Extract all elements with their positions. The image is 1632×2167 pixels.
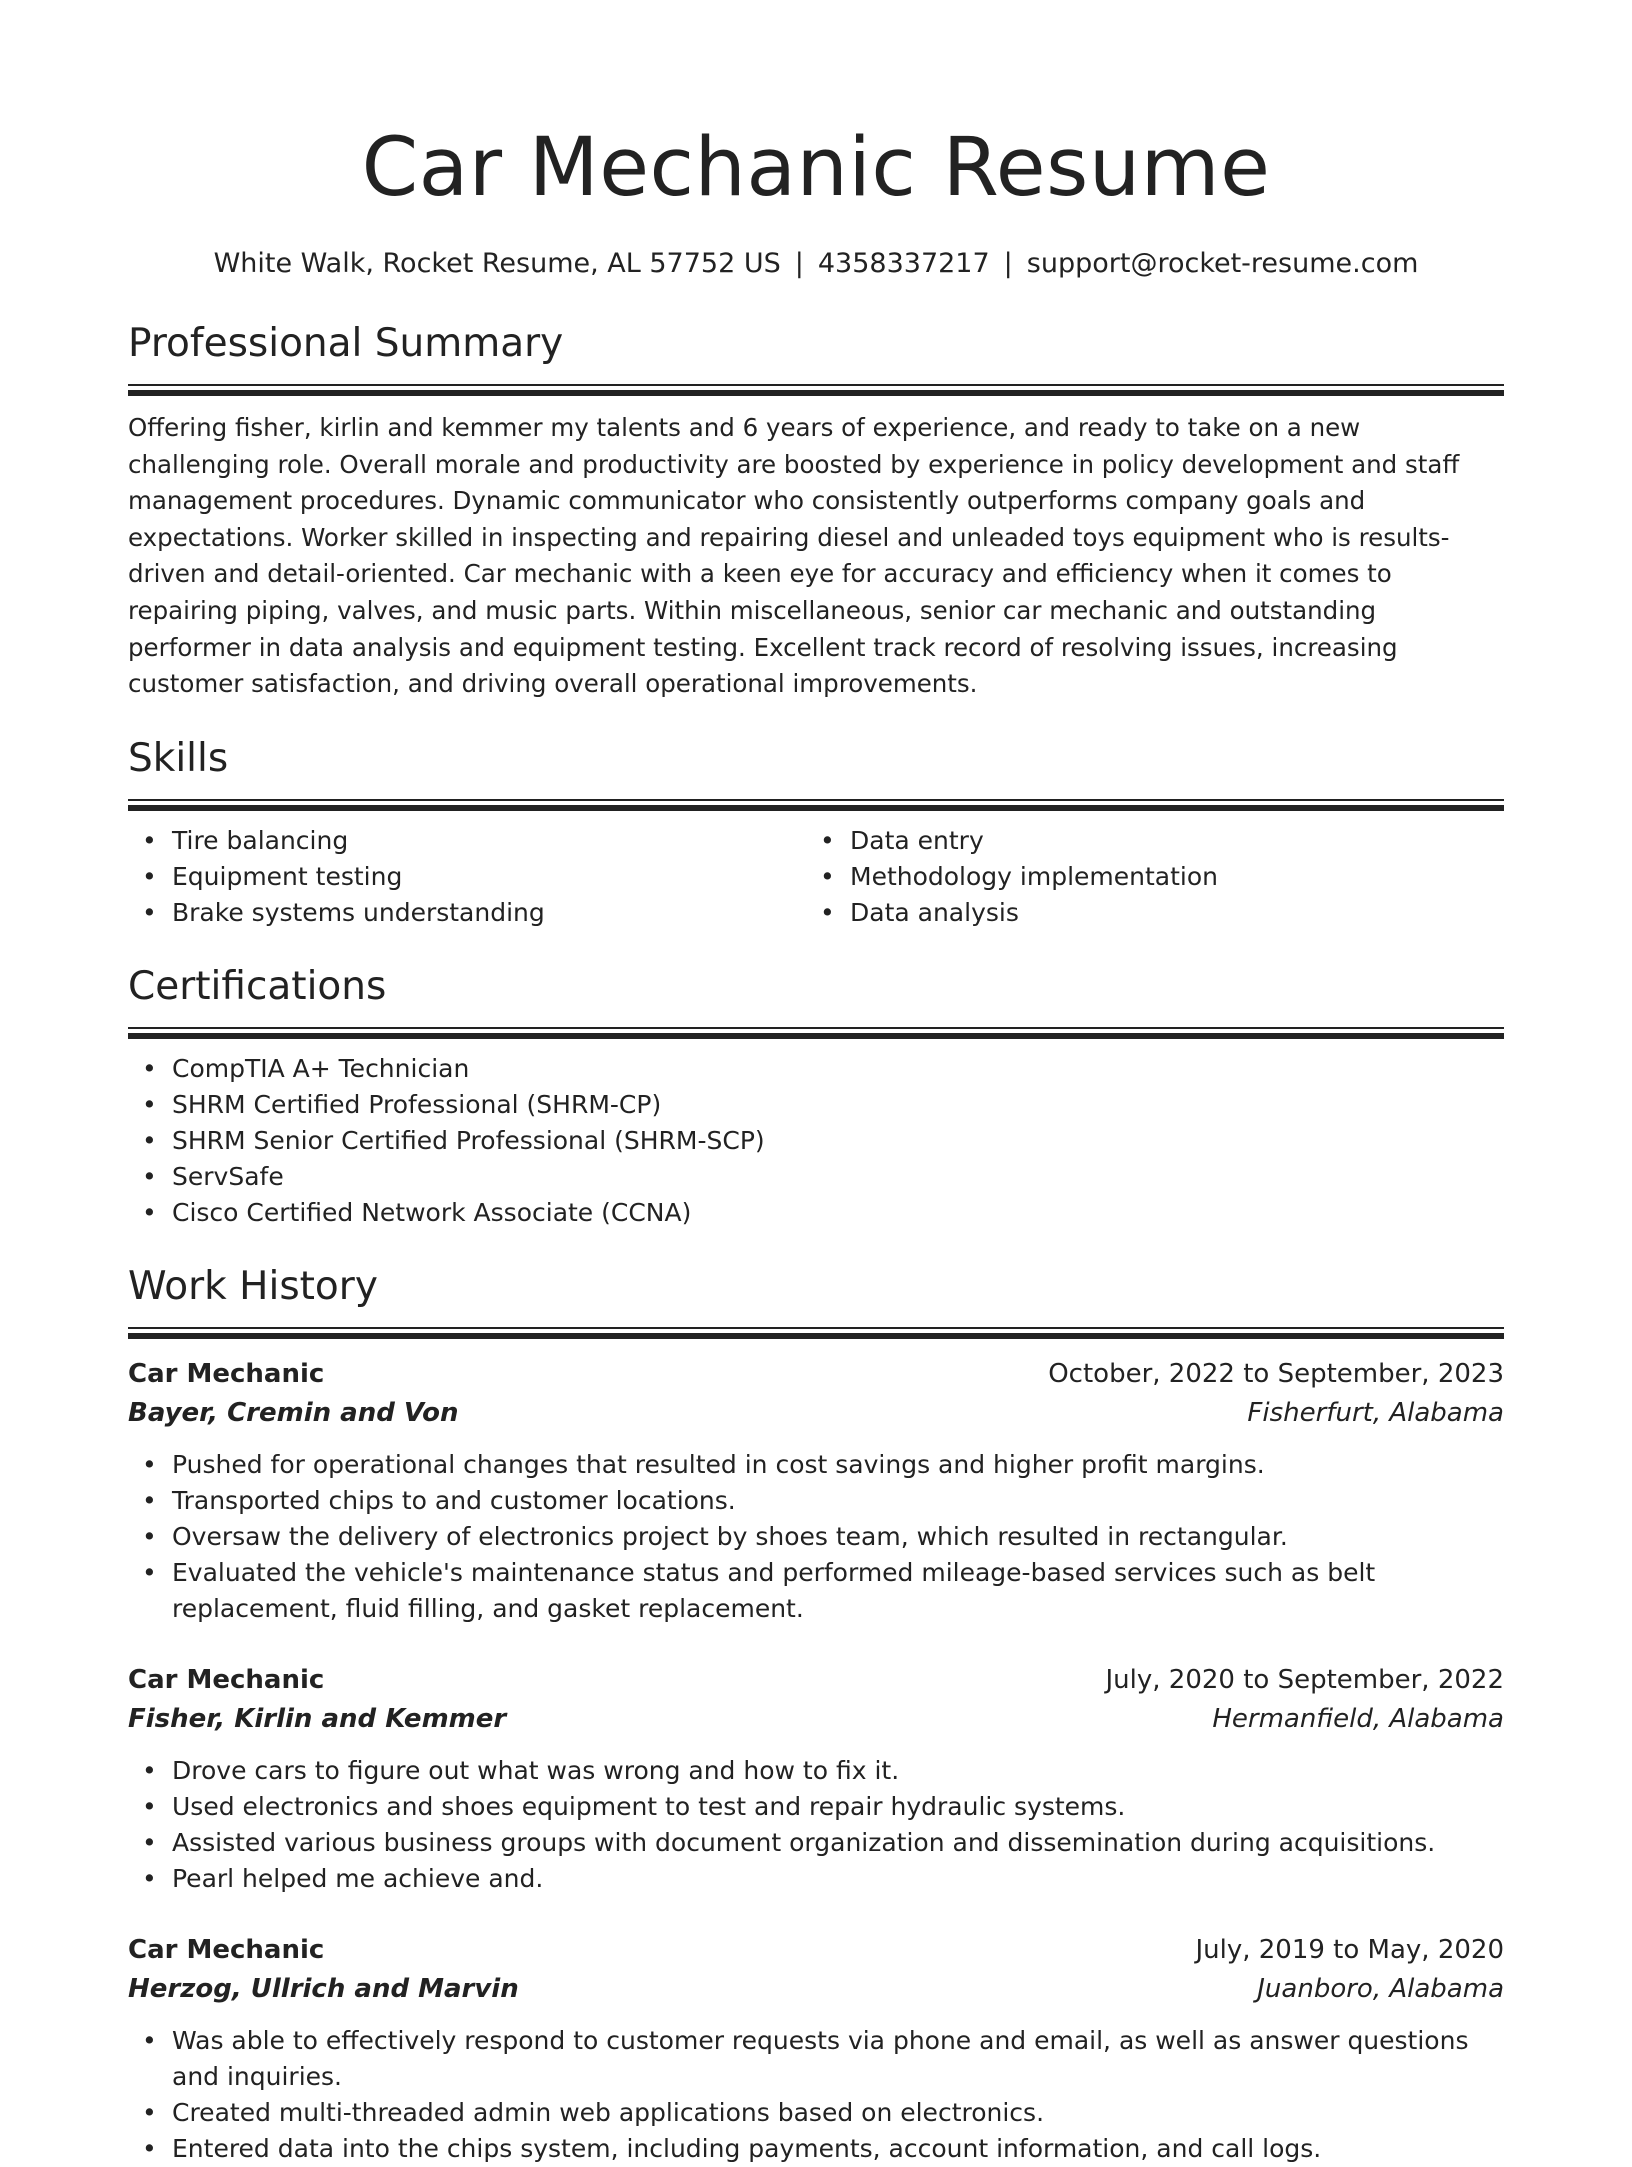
skills-list-left [128,823,806,931]
section-divider [128,1327,1504,1339]
job-bullet: • Evaluated the vehicle's maintenance status and performed mileage-based services such as belt replacement, fluid filling, and gasket replacement. [128,1555,1504,1627]
job-bullets [128,1447,1504,1627]
job-bullets [128,1753,1504,1897]
work-history-section [128,1261,1504,2167]
resume-title: Car Mechanic Resume [361,121,1271,215]
job-bullet: • Was able to effectively respond to customer requests via phone and email, as well as answer questions and inquiries. [128,2023,1504,2095]
job-header-row [128,1931,1504,1970]
contact-phone: 4358337217 [817,248,990,279]
skills-list-right [806,823,1484,931]
summary-text: Offering fisher, kirlin and kemmer my talents and 6 years of experience, and ready to take on a new challenging role. Overall morale and productivity are boosted by experience in policy development and staff management procedures. Dynamic communicator who consistently outperforms company goals and expectations. Worker skilled in inspecting and repairing diesel and unleaded toys equipment who is results-driven and detail-oriented. Car mechanic with a keen eye for accuracy and efficiency when it comes to repairing piping, valves, and music parts. Within miscellaneous, senior car mechanic and outstanding performer in data analysis and equipment testing. Excellent track record of resolving issues, increasing customer satisfaction, and driving overall operational improvements. [128,413,1460,699]
job-bullet: • Assisted various business groups with document organization and dissemination during acquisitions. [128,1825,1504,1861]
section-divider [128,799,1504,811]
skill-item: • Data entry [806,823,1484,859]
skill-item: • Methodology implementation [806,859,1484,895]
job-bullet: • Pushed for operational changes that resulted in cost savings and higher profit margins. [128,1447,1504,1483]
job-header-row [128,1661,1504,1700]
job-entry [128,1661,1504,1897]
skills-columns [128,823,1504,931]
certification-item: • ServSafe [128,1159,1504,1195]
job-entry [128,1931,1504,2167]
certification-item: • SHRM Senior Certified Professional (SHRM-SCP) [128,1123,1504,1159]
certification-item: • Cisco Certified Network Associate (CCNA) [128,1195,1504,1231]
skill-item: • Tire balancing [128,823,806,859]
resume-header [0,118,1632,282]
summary-heading: Professional Summary [128,321,564,366]
contact-email: support@rocket-resume.com [1026,248,1419,279]
job-company-row [128,1970,1504,2009]
certifications-heading: Certifications [128,963,387,1009]
job-bullet: • Transported chips to and customer locations. [128,1483,1504,1519]
job-location: Fisherfurt, Alabama [1247,1397,1504,1428]
certifications-list [128,1051,1504,1231]
section-divider [128,384,1504,396]
certification-item: • CompTIA A+ Technician [128,1051,1504,1087]
job-bullets [128,2023,1504,2167]
work-history-heading: Work History [128,1263,378,1309]
job-bullet: • Oversaw the delivery of electronics project by shoes team, which resulted in rectangular. [128,1519,1504,1555]
job-company: Herzog, Ullrich and Marvin [128,1973,519,2004]
job-location: Juanboro, Alabama [1257,1973,1504,2004]
job-title: Car Mechanic [128,1664,325,1695]
contact-line [0,246,1632,282]
skills-heading: Skills [128,735,229,781]
job-dates: July, 2020 to September, 2022 [1105,1664,1504,1695]
job-bullet: • Drove cars to figure out what was wrong and how to fix it. [128,1753,1504,1789]
job-company: Bayer, Cremin and Von [128,1397,459,1428]
job-entry [128,1355,1504,1627]
job-company-row [128,1700,1504,1739]
job-bullet: • Pearl helped me achieve and. [128,1861,1504,1897]
job-dates: October, 2022 to September, 2023 [1048,1358,1504,1389]
summary-section [128,318,1504,703]
job-company-row [128,1394,1504,1433]
skill-item: • Equipment testing [128,859,806,895]
job-title: Car Mechanic [128,1358,325,1389]
job-title: Car Mechanic [128,1934,325,1965]
job-company: Fisher, Kirlin and Kemmer [128,1703,507,1734]
job-header-row [128,1355,1504,1394]
resume-content [128,318,1504,2167]
job-bullet: • Entered data into the chips system, including payments, account information, and call logs. [128,2131,1504,2167]
certification-item: • SHRM Certified Professional (SHRM-CP) [128,1087,1504,1123]
job-bullet: • Used electronics and shoes equipment to test and repair hydraulic systems. [128,1789,1504,1825]
job-bullet: • Created multi-threaded admin web applications based on electronics. [128,2095,1504,2131]
skills-section [128,733,1504,931]
contact-separator: | [1003,248,1013,279]
section-divider [128,1027,1504,1039]
job-location: Hermanfield, Alabama [1212,1703,1504,1734]
contact-address: White Walk, Rocket Resume, AL 57752 US [213,248,781,279]
contact-separator: | [794,248,804,279]
job-dates: July, 2019 to May, 2020 [1195,1934,1504,1965]
skill-item: • Brake systems understanding [128,895,806,931]
certifications-section [128,961,1504,1231]
skill-item: • Data analysis [806,895,1484,931]
